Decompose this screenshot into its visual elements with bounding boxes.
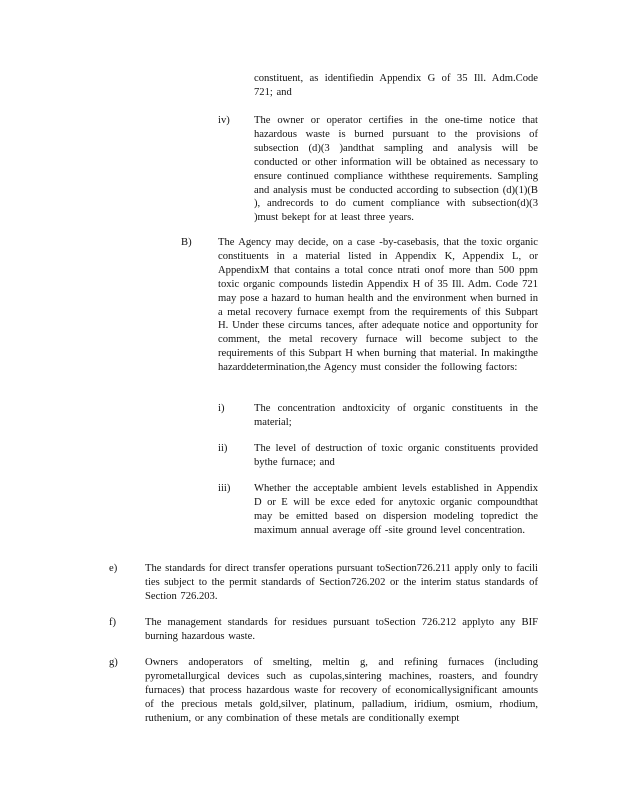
paragraph-B: The Agency may decide, on a case -by-casebasis, that the toxic organic constituents in a material listed in Appendix K, Appendix L, or AppendixM that contains a total conce ntrati onof more than 500 ppm toxic organic compounds listedin Appendix H of 35 Ill. Adm. Code 721 may pose a hazard to human health and the environment when burned in a metal recovery furnace exempt from the requirements of this Subpart H. Under these circums tances, after adequate notice and opportunity for comment, the metal recovery furnace will become subject to the requirements of this Subpart H when burning that material. In makingthe hazarddetermination,the Agency must consider the following factors: bbox=[218, 237, 538, 374]
list-marker-B: B) bbox=[181, 237, 192, 248]
list-marker-f: f) bbox=[109, 617, 117, 628]
list-marker-i: i) bbox=[218, 403, 225, 414]
paragraph-e: The standards for direct transfer operations pursuant toSection726.211 apply only to facili ties subject to the permit standards of Section726.202 or the interim status standards of Section 726.203. bbox=[145, 563, 538, 602]
paragraph-iv: The owner or operator certifies in the one-time notice that hazardous waste is burned pursuant to the provisions of subsection (d)(3 )andthat sampling and analysis will be conducted or other information will be obtained as necessary to ensure continued compliance withthese requirements. Sampling and analysis must be conducted according to subsection (d)(1)(B ), andrecords to do cument compliance with subsection(d)(3 )must bekept for at least three years. bbox=[254, 115, 538, 224]
list-marker-g: g) bbox=[109, 657, 118, 668]
paragraph-ii: The level of destruction of toxic organic constituents provided bythe furnace; and bbox=[254, 443, 538, 468]
list-marker-ii: ii) bbox=[218, 443, 228, 454]
paragraph-iii: Whether the acceptable ambient levels established in Appendix D or E will be exce eded for anytoxic organic compoundthat may be emitted based on dispersion modeling topredict the maximum annual average off -site ground level concentration. bbox=[254, 483, 538, 536]
list-marker-iv: iv) bbox=[218, 115, 230, 126]
paragraph-f: The management standards for residues pursuant toSection 726.212 applyto any BIF burning hazardous waste. bbox=[145, 617, 538, 642]
paragraph-continuation: constituent, as identifiedin Appendix G of 35 Ill. Adm.Code 721; and bbox=[254, 73, 538, 98]
paragraph-i: The concentration andtoxicity of organic constituents in the material; bbox=[254, 403, 538, 428]
paragraph-g: Owners andoperators of smelting, meltin g, and refining furnaces (including pyrometallurgical devices such as cupolas,sintering machines, roasters, and foundry furnaces) that process hazardous waste for recovery of economicallysignificant amounts of the precious metals gold,silver, platinum, palladium, iridium, osmium, rhodium, ruthenium, or any combination of these metals are conditionally exempt bbox=[145, 657, 538, 724]
list-marker-e: e) bbox=[109, 563, 118, 574]
list-marker-iii: iii) bbox=[218, 483, 231, 494]
